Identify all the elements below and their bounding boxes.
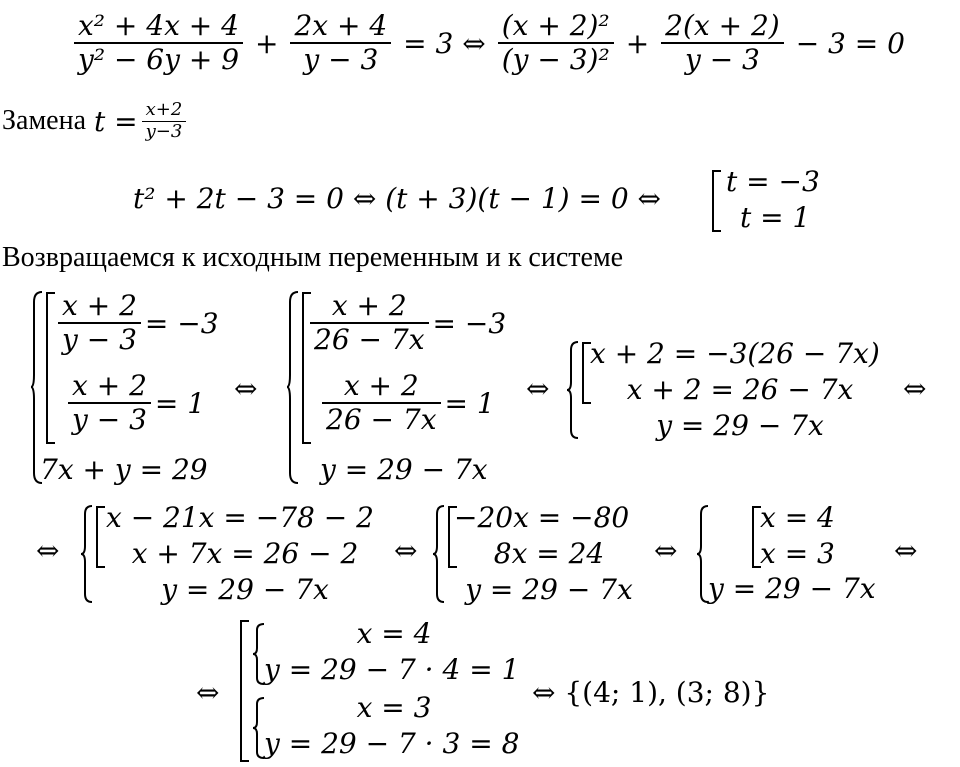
equation: x = 3 xyxy=(356,691,432,724)
iff-symbol: ⇔ xyxy=(526,372,550,405)
system-row xyxy=(310,290,506,356)
denominator: 26 − 7x xyxy=(314,323,425,357)
curly-brace-icon xyxy=(80,504,94,604)
equation: −20x = −80 xyxy=(454,501,630,534)
answer-set: ⇔ {(4; 1), (3; 8)} xyxy=(532,676,770,709)
fraction xyxy=(142,100,187,142)
fraction xyxy=(290,10,391,76)
quadratic-line xyxy=(133,182,661,215)
bracket xyxy=(96,506,105,568)
system-row xyxy=(322,370,495,436)
final-system-1 xyxy=(264,616,524,688)
rhs: = −3 xyxy=(144,306,219,340)
equation: y = 29 − 7x xyxy=(320,453,488,486)
final-answer xyxy=(532,676,769,709)
substitution-var: t = xyxy=(94,104,138,138)
numerator: x+2 xyxy=(145,99,183,120)
numerator: x + 2 xyxy=(331,289,407,322)
quadratic-roots xyxy=(726,164,820,236)
equation: x + 2 = −3(26 − 7x) xyxy=(590,337,880,370)
denominator: y − 3 xyxy=(62,323,137,357)
system-row xyxy=(708,572,876,605)
equation: y = 29 − 7x xyxy=(161,573,329,606)
system-row xyxy=(58,290,219,356)
operator: + xyxy=(255,26,279,60)
numerator: 2x + 4 xyxy=(294,9,388,42)
equation: y = 29 − 7 · 3 = 8 xyxy=(264,727,520,760)
rhs: = 1 xyxy=(154,386,206,420)
equation: y = 29 − 7x xyxy=(708,572,876,605)
fraction xyxy=(498,10,614,76)
numerator: x + 2 xyxy=(62,289,137,322)
equation: 7x + y = 29 xyxy=(40,453,208,486)
numerator: (x + 2)² xyxy=(501,9,610,42)
iff-symbol: ⇔ xyxy=(36,534,60,567)
numerator: x + 2 xyxy=(72,369,147,402)
numerator: x + 2 xyxy=(343,369,419,402)
system-6-roots xyxy=(760,500,835,572)
equation: x = 3 xyxy=(760,537,835,570)
denominator: y − 3 xyxy=(303,43,379,77)
operator: + xyxy=(625,26,650,60)
return-text: Возвращаемся к исходным переменным и к системе xyxy=(2,242,624,273)
iff-symbol: ⇔ xyxy=(394,534,418,567)
operator: − 3 = 0 xyxy=(795,26,905,60)
equation: y = 29 − 7x xyxy=(656,409,824,442)
root: t = −3 xyxy=(726,165,820,198)
equation: x = 4 xyxy=(356,617,432,650)
iff-symbol: ⇔ xyxy=(234,372,258,405)
numerator: x² + 4x + 4 xyxy=(78,9,239,42)
equation: 8x = 24 xyxy=(493,537,605,570)
bracket xyxy=(712,170,721,232)
curly-brace-icon xyxy=(432,504,446,604)
equation: y = 29 − 7 · 4 = 1 xyxy=(264,653,520,686)
equation-line-1 xyxy=(70,10,913,76)
equation: x = 4 xyxy=(760,501,835,534)
final-system-2 xyxy=(264,690,524,762)
system-5 xyxy=(454,500,644,608)
curly-brace-icon xyxy=(566,340,580,440)
operator: = 3 ⇔ xyxy=(403,26,486,60)
rhs: = −3 xyxy=(432,306,507,340)
equation: y = 29 − 7x xyxy=(465,573,633,606)
iff-symbol: ⇔ xyxy=(654,534,678,567)
bracket xyxy=(46,292,55,444)
system-3 xyxy=(590,336,890,444)
substitution-label: Замена xyxy=(2,105,87,137)
denominator: y − 3 xyxy=(72,403,147,437)
iff-symbol: ⇔ xyxy=(894,534,918,567)
iff-symbol: ⇔ xyxy=(196,676,220,709)
denominator: 26 − 7x xyxy=(326,403,437,437)
system-row xyxy=(40,453,208,486)
denominator: y² − 6y + 9 xyxy=(78,43,240,77)
equation: x − 21x = −78 − 2 xyxy=(106,501,374,534)
denominator: (y − 3)² xyxy=(501,43,610,77)
iff-symbol: ⇔ xyxy=(903,372,927,405)
substitution-line xyxy=(2,100,190,142)
numerator: 2(x + 2) xyxy=(665,9,780,42)
fraction xyxy=(661,10,784,76)
equation: x + 7x = 26 − 2 xyxy=(131,537,359,570)
quadratic-equation: t² + 2t − 3 = 0 ⇔ (t + 3)(t − 1) = 0 ⇔ xyxy=(133,182,662,215)
rhs: = 1 xyxy=(444,386,495,420)
system-row xyxy=(320,453,488,486)
curly-brace-icon xyxy=(286,290,300,485)
system-4 xyxy=(106,500,384,608)
denominator: y − 3 xyxy=(684,43,760,77)
root: t = 1 xyxy=(740,201,811,234)
fraction xyxy=(74,10,243,76)
equation: x + 2 = 26 − 7x xyxy=(626,373,854,406)
denominator: y−3 xyxy=(145,120,183,142)
bracket xyxy=(240,620,249,762)
system-row xyxy=(68,370,205,436)
